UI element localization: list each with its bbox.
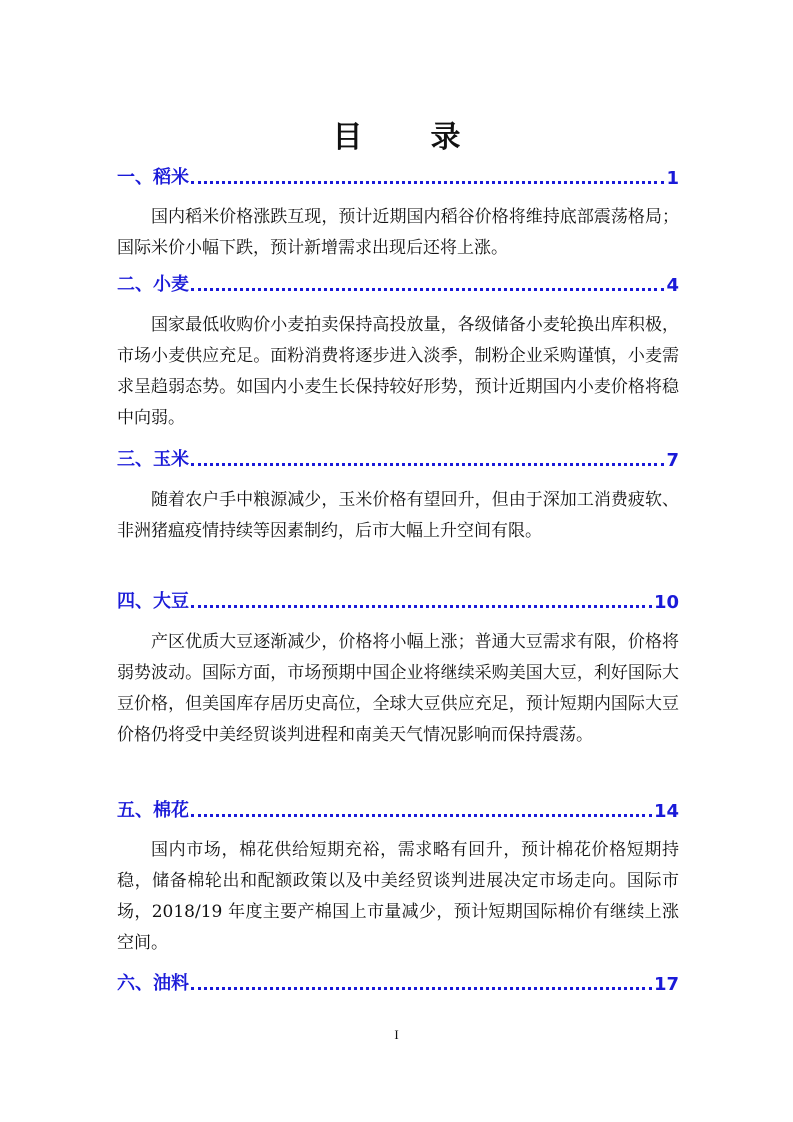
dot-leader: [191, 463, 664, 466]
toc-summary-rice: 国内稻米价格涨跌互现，预计近期国内稻谷价格将维持底部震荡格局；国际米价小幅下跌，预计新增需求出现后还将上涨。: [117, 207, 679, 258]
toc-summary-wheat: 国家最低收购价小麦拍卖保持高投放量，各级储备小麦轮换出库积极，市场小麦供应充足。面粉消费将逐步进入淡季，制粉企业采购谨慎，小麦需求呈趋弱态势。如国内小麦生长保持较好形势，预计近期国内小麦价格将稳中向弱。: [117, 315, 679, 428]
toc-label: 六、油料: [117, 973, 189, 994]
toc-page-number: 14: [653, 801, 679, 822]
toc-summary-corn: 随着农户手中粮源减少，玉米价格有望回升，但由于深加工消费疲软、非洲猪瘟疫情持续等因素制约，后市大幅上升空间有限。: [117, 490, 679, 541]
toc-page-number: 7: [666, 450, 679, 471]
toc-page-number: 10: [653, 592, 679, 613]
dot-leader: [191, 288, 664, 291]
toc-entry-oilseeds[interactable]: [117, 971, 679, 995]
toc-summary-cotton: 国内市场，棉花供给短期充裕，需求略有回升，预计棉花价格短期持稳，储备棉轮出和配额政策以及中美经贸谈判进展决定市场走向。国际市场，2018/19 年度主要产棉国上市量减少，预计短期国际棉价有继续上涨空间。: [117, 840, 679, 953]
toc-page-number: 4: [666, 275, 679, 296]
toc-label: 四、大豆: [117, 591, 189, 612]
title-char-1: 目: [332, 120, 363, 155]
toc-entry-soybean[interactable]: [117, 589, 679, 613]
toc-entry-rice[interactable]: [117, 165, 679, 189]
toc-page-number: 17: [653, 974, 679, 995]
page-footer-number: I: [394, 1027, 399, 1042]
title-char-2: 录: [430, 120, 461, 155]
toc-entry-cotton[interactable]: [117, 798, 679, 822]
toc-entry-wheat[interactable]: [117, 272, 679, 296]
toc-summary-soybean: 产区优质大豆逐渐减少，价格将小幅上涨；普通大豆需求有限，价格将弱势波动。国际方面，市场预期中国企业将继续采购美国大豆，利好国际大豆价格，但美国库存居历史高位，全球大豆供应充足，预计短期内国际大豆价格仍将受中美经贸谈判进程和南美天气情况影响而保持震荡。: [117, 632, 679, 745]
toc-entry-corn[interactable]: [117, 447, 679, 471]
toc-label: 三、玉米: [117, 449, 189, 470]
dot-leader: [191, 814, 652, 817]
toc-label: 一、稻米: [117, 167, 189, 188]
page-title: [0, 112, 793, 156]
dot-leader: [191, 987, 652, 990]
toc-label: 五、棉花: [117, 800, 189, 821]
toc-page-number: 1: [666, 168, 679, 189]
dot-leader: [191, 605, 652, 608]
toc-label: 二、小麦: [117, 274, 189, 295]
dot-leader: [191, 181, 664, 184]
